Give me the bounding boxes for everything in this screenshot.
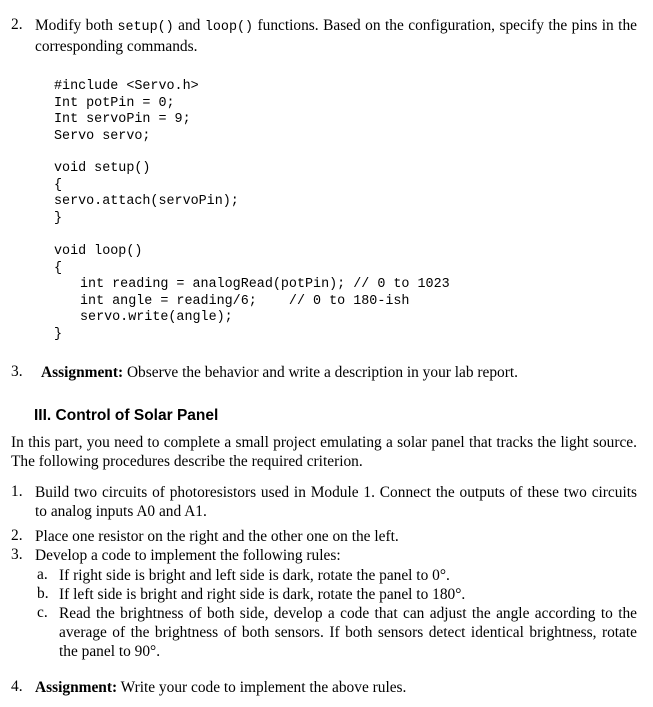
code-setup-function: void setup() { servo.attach(servoPin); } — [54, 161, 239, 226]
loop-function-code: loop() — [204, 20, 254, 35]
code-loop-function: void loop() { int reading = analogRead(potPin); // 0 to 1023 int angle = reading/6; // 0 to 180-ish servo.write(angle); } — [54, 244, 450, 342]
section-intro: In this part, you need to complete a small project emulating a solar panel that tracks the light source. The following procedures describe the required criterion. — [11, 434, 637, 470]
step-2-text: Place one resistor on the right and the other one on the left. — [35, 528, 399, 545]
item-3-number: 3. — [11, 363, 23, 380]
item-4-text: Assignment: Write your code to implement the above rules. — [35, 679, 407, 696]
rule-b-letter: b. — [37, 585, 49, 602]
section-heading: III. Control of Solar Panel — [34, 407, 219, 424]
item-4-number: 4. — [11, 678, 23, 695]
step-2-number: 2. — [11, 527, 23, 544]
rule-b-text: If left side is bright and right side is dark, rotate the panel to 180°. — [59, 586, 466, 603]
step-1-text: Build two circuits of photoresistors used in Module 1. Connect the outputs of these two circuits to analog inputs A0 and A1. — [35, 484, 637, 520]
step-1-number: 1. — [11, 483, 23, 500]
rule-c-letter: c. — [37, 604, 48, 621]
assignment-label: Assignment: — [41, 364, 124, 381]
rule-a-text: If right side is bright and left side is dark, rotate the panel to 0°. — [59, 567, 450, 584]
code-loop-body: int reading = analogRead(potPin); // 0 to 1023 int angle = reading/6; // 0 to 180-ish servo.write(angle); — [80, 277, 450, 326]
step-3-text: Develop a code to implement the following rules: — [35, 547, 341, 564]
item-2-number: 2. — [11, 16, 23, 33]
code-declarations: #include <Servo.h> Int potPin = 0; Int servoPin = 9; Servo servo; — [54, 79, 199, 144]
assignment-label: Assignment: — [35, 679, 118, 696]
step-3-number: 3. — [11, 546, 23, 563]
item-2-text: Modify both setup() and loop() functions. Based on the configuration, specify the pins in the corresponding commands. — [35, 17, 637, 55]
rule-c-text: Read the brightness of both side, develop a code that can adjust the angle according to the average of the brightness of both sensors. If both sensors detect identical brightness, rotate the panel to 90°. — [59, 605, 637, 660]
item-3-text: Assignment: Observe the behavior and write a description in your lab report. — [41, 364, 518, 381]
rule-a-letter: a. — [37, 566, 48, 583]
setup-function-code: setup() — [117, 20, 174, 35]
